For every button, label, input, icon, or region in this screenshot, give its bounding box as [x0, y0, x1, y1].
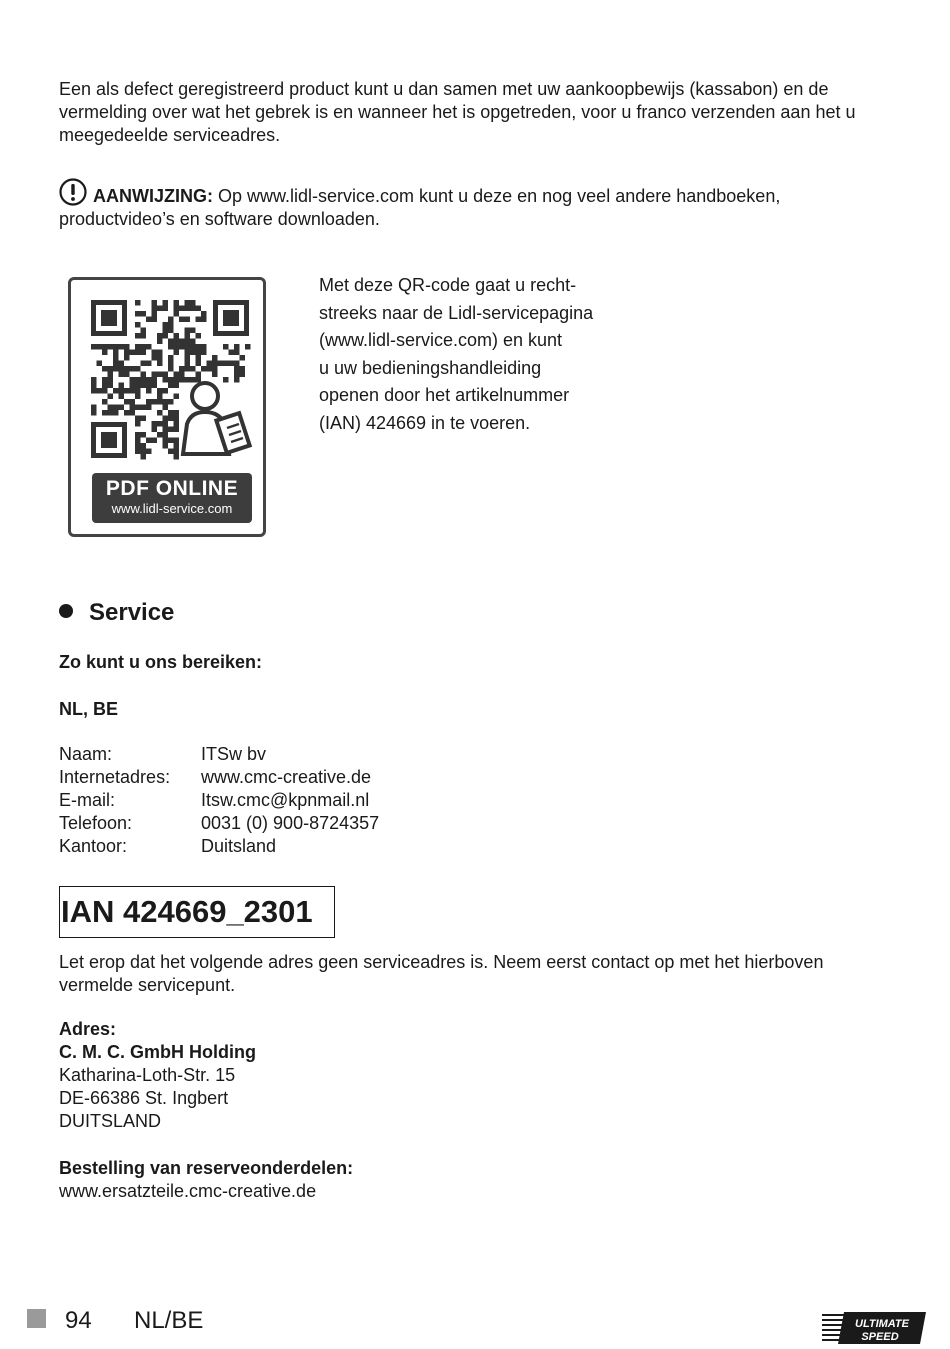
qr-module: [113, 350, 119, 356]
address-street: Katharina-Loth-Str. 15: [59, 1065, 236, 1085]
qr-module: [97, 344, 103, 350]
address-country: DUITSLAND: [59, 1111, 162, 1131]
qr-module: [102, 344, 108, 350]
qr-module: [190, 350, 196, 356]
qr-module: [146, 377, 152, 383]
qr-module: [135, 333, 141, 339]
qr-module: [141, 333, 147, 339]
qr-module: [234, 366, 240, 372]
qr-module: [102, 399, 108, 405]
spare-parts-url: www.ersatzteile.cmc-creative.de: [59, 1181, 317, 1201]
qr-module: [108, 383, 114, 389]
qr-module: [163, 405, 169, 411]
contact-value: Itsw.cmc@kpnmail.nl: [201, 790, 370, 810]
address-block: [59, 1018, 256, 1133]
qr-module: [234, 372, 240, 378]
qr-module: [157, 350, 163, 356]
qr-module: [130, 366, 136, 372]
qr-module: [168, 449, 174, 455]
note-block: [59, 178, 859, 231]
qr-module: [124, 366, 130, 372]
qr-module: [108, 410, 114, 416]
qr-module: [135, 438, 141, 444]
contact-row: [59, 812, 379, 835]
address-city: DE-66386 St. Ingbert: [59, 1088, 229, 1108]
qr-module: [157, 355, 163, 361]
qr-module: [91, 377, 97, 383]
qr-module: [168, 361, 174, 367]
qr-module: [146, 317, 152, 323]
service-heading-text: Service: [89, 599, 175, 626]
qr-module: [113, 388, 119, 394]
qr-module: [212, 355, 218, 361]
qr-module: [163, 333, 169, 339]
qr-module: [130, 383, 136, 389]
qr-module: [174, 416, 180, 422]
notice-paragraph: Let erop dat het volgende adres geen serviceadres is. Neem eerst contact op met het hierboven vermelde servicepunt.: [59, 952, 824, 995]
qr-module: [163, 300, 169, 306]
contact-label: Naam:: [59, 744, 113, 764]
exclamation-circle-icon: [59, 178, 87, 206]
contact-row: [59, 835, 379, 858]
qr-module: [102, 350, 108, 356]
qr-module: [91, 410, 97, 416]
page-language: NL/BE: [134, 1307, 204, 1334]
qr-module: [141, 350, 147, 356]
qr-module: [108, 372, 114, 378]
qr-module: [179, 317, 185, 323]
qr-module: [91, 405, 97, 411]
qr-module: [207, 361, 213, 367]
qr-module: [168, 355, 174, 361]
qr-module: [174, 410, 180, 416]
qr-description-line: openen door het artikelnummer: [319, 385, 570, 405]
qr-module: [174, 427, 180, 433]
qr-module: [168, 317, 174, 323]
qr-module: [141, 372, 147, 378]
qr-module: [174, 306, 180, 312]
qr-module: [157, 372, 163, 378]
qr-module: [163, 399, 169, 405]
qr-module: [146, 438, 152, 444]
qr-module: [174, 372, 180, 378]
qr-module: [135, 432, 141, 438]
qr-module: [157, 399, 163, 405]
qr-module: [168, 383, 174, 389]
contact-value: Duitsland: [201, 836, 277, 856]
qr-module: [212, 372, 218, 378]
qr-module: [141, 328, 147, 334]
qr-module: [174, 454, 180, 460]
qr-module: [174, 383, 180, 389]
qr-module: [190, 366, 196, 372]
qr-module: [190, 328, 196, 334]
qr-module: [152, 355, 158, 361]
qr-description-line: (IAN) 424669 in te voeren.: [319, 412, 531, 433]
qr-module: [152, 350, 158, 356]
qr-module: [174, 449, 180, 455]
qr-module: [201, 344, 207, 350]
note-label: AANWIJZING:: [93, 186, 213, 206]
qr-module: [157, 421, 163, 427]
qr-module: [135, 394, 141, 400]
qr-module: [124, 372, 130, 378]
qr-finder-top-left: [91, 300, 127, 336]
qr-module: [152, 438, 158, 444]
qr-module: [174, 333, 180, 339]
qr-module: [102, 383, 108, 389]
qr-module: [223, 361, 229, 367]
contact-value: www.cmc-creative.de: [201, 767, 372, 787]
qr-module: [135, 344, 141, 350]
qr-module: [234, 344, 240, 350]
qr-module: [234, 350, 240, 356]
qr-module: [185, 366, 191, 372]
qr-module: [234, 377, 240, 383]
qr-module: [130, 377, 136, 383]
qr-module: [245, 344, 251, 350]
qr-module: [168, 438, 174, 444]
qr-module: [146, 399, 152, 405]
reach-heading: Zo kunt u ons bereiken:: [59, 652, 263, 672]
qr-module: [102, 377, 108, 383]
qr-module: [185, 339, 191, 345]
contact-label: Internetadres:: [59, 767, 171, 787]
bullet-icon: [59, 604, 73, 618]
qr-module: [135, 416, 141, 422]
qr-module: [141, 432, 147, 438]
ian-number-box: IAN 424669_2301: [59, 886, 335, 938]
qr-module: [152, 377, 158, 383]
qr-module: [157, 394, 163, 400]
qr-module: [119, 344, 125, 350]
qr-module: [113, 361, 119, 367]
qr-module: [146, 405, 152, 411]
qr-module: [135, 383, 141, 389]
qr-module: [146, 388, 152, 394]
qr-module: [163, 306, 169, 312]
qr-module: [163, 388, 169, 394]
qr-module: [97, 388, 103, 394]
qr-module: [240, 355, 246, 361]
qr-module: [185, 377, 191, 383]
qr-module: [168, 322, 174, 328]
qr-module: [124, 399, 130, 405]
qr-module: [130, 405, 136, 411]
contact-row: [59, 766, 379, 789]
qr-module: [102, 366, 108, 372]
qr-module: [163, 416, 169, 422]
qr-module: [141, 416, 147, 422]
qr-module: [119, 372, 125, 378]
qr-module: [124, 355, 130, 361]
qr-module: [168, 399, 174, 405]
qr-module: [157, 388, 163, 394]
qr-module: [135, 350, 141, 356]
qr-module: [196, 306, 202, 312]
qr-module: [207, 366, 213, 372]
qr-module: [113, 410, 119, 416]
qr-module: [141, 311, 147, 317]
person-reading-illustration: [183, 383, 250, 454]
service-heading: [59, 598, 174, 628]
qr-module: [163, 328, 169, 334]
qr-module: [185, 344, 191, 350]
qr-module: [179, 339, 185, 345]
qr-module: [113, 355, 119, 361]
pdf-online-badge: [92, 473, 252, 523]
qr-module: [157, 333, 163, 339]
qr-module: [196, 355, 202, 361]
qr-module: [157, 339, 163, 345]
qr-module: [179, 366, 185, 372]
qr-module: [91, 344, 97, 350]
footer-square-marker: [27, 1309, 46, 1328]
qr-module: [135, 449, 141, 455]
qr-module: [163, 443, 169, 449]
svg-text:ULTIMATE: ULTIMATE: [855, 1318, 909, 1330]
qr-module: [201, 317, 207, 323]
qr-description-line: (www.lidl-service.com) en kunt: [319, 330, 563, 350]
spare-parts-block: [59, 1157, 353, 1203]
qr-module: [174, 377, 180, 383]
qr-module: [185, 328, 191, 334]
qr-module: [146, 449, 152, 455]
qr-module: [141, 377, 147, 383]
qr-code-card: [68, 277, 266, 537]
qr-module: [185, 355, 191, 361]
qr-module: [119, 366, 125, 372]
qr-module: [135, 322, 141, 328]
contact-label: Kantoor:: [59, 836, 128, 856]
qr-module: [130, 399, 136, 405]
qr-module: [185, 300, 191, 306]
qr-module: [174, 339, 180, 345]
qr-module: [179, 372, 185, 378]
qr-module: [223, 344, 229, 350]
intro-paragraph: Een als defect geregistreerd product kunt u dan samen met uw aankoopbewijs (kassabon) en de vermelding over wat het gebrek is en wanneer het is opgetreden, voor u franco verzenden aan het u meegedeelde serviceadres.: [59, 79, 856, 145]
qr-module: [146, 383, 152, 389]
qr-module: [108, 405, 114, 411]
qr-module: [190, 306, 196, 312]
qr-module: [102, 410, 108, 416]
qr-module: [141, 443, 147, 449]
contact-row: [59, 743, 379, 766]
qr-module: [234, 361, 240, 367]
address-company: C. M. C. GmbH Holding: [59, 1042, 256, 1062]
region-label: NL, BE: [59, 699, 119, 719]
qr-module: [152, 317, 158, 323]
qr-module: [97, 361, 103, 367]
qr-module: [135, 443, 141, 449]
qr-module: [185, 361, 191, 367]
qr-module: [152, 311, 158, 317]
qr-module: [190, 344, 196, 350]
qr-module: [174, 438, 180, 444]
qr-module: [152, 306, 158, 312]
qr-module: [119, 361, 125, 367]
qr-module: [168, 344, 174, 350]
qr-module: [174, 421, 180, 427]
qr-module: [163, 427, 169, 433]
contact-table: [59, 743, 379, 858]
qr-description-line: streeks naar de Lidl-servicepagina: [319, 302, 594, 323]
qr-module: [168, 377, 174, 383]
qr-module: [196, 372, 202, 378]
qr-module: [157, 306, 163, 312]
qr-module: [119, 394, 125, 400]
qr-module: [174, 300, 180, 306]
pdf-online-url: www.lidl-service.com: [111, 501, 233, 516]
ultimate-speed-logo: [822, 1311, 926, 1345]
qr-module: [124, 388, 130, 394]
qr-module: [135, 300, 141, 306]
qr-module: [113, 366, 119, 372]
qr-module: [185, 350, 191, 356]
qr-module: [196, 333, 202, 339]
qr-module: [124, 344, 130, 350]
qr-module: [108, 377, 114, 383]
qr-module: [124, 350, 130, 356]
qr-module: [163, 438, 169, 444]
qr-module: [135, 311, 141, 317]
qr-module: [190, 339, 196, 345]
contact-label: E-mail:: [59, 790, 116, 810]
qr-module: [152, 372, 158, 378]
qr-description-line: u uw bedieningshandleiding: [319, 357, 542, 378]
qr-module: [108, 366, 114, 372]
qr-module: [179, 377, 185, 383]
qr-module: [174, 350, 180, 356]
qr-module: [196, 377, 202, 383]
qr-module: [157, 432, 163, 438]
qr-module: [141, 454, 147, 460]
qr-module: [168, 427, 174, 433]
qr-module: [174, 443, 180, 449]
qr-module: [163, 432, 169, 438]
qr-module: [124, 410, 130, 416]
qr-module: [201, 311, 207, 317]
qr-module: [212, 366, 218, 372]
page-number: 94: [65, 1307, 92, 1334]
qr-module: [152, 300, 158, 306]
qr-module: [163, 421, 169, 427]
qr-module: [179, 344, 185, 350]
qr-module: [163, 377, 169, 383]
qr-module: [141, 383, 147, 389]
contact-label: Telefoon:: [59, 813, 133, 833]
spare-parts-label: Bestelling van reserveonderdelen:: [59, 1158, 354, 1178]
qr-module: [130, 410, 136, 416]
address-label: Adres:: [59, 1019, 117, 1039]
contact-row: [59, 789, 379, 812]
qr-module: [168, 416, 174, 422]
qr-module: [168, 410, 174, 416]
qr-module: [152, 399, 158, 405]
pdf-online-title: PDF ONLINE: [105, 477, 239, 500]
qr-module: [130, 388, 136, 394]
qr-module: [141, 449, 147, 455]
qr-module: [163, 322, 169, 328]
qr-module: [185, 317, 191, 323]
qr-module: [185, 306, 191, 312]
qr-module: [102, 388, 108, 394]
qr-finder-top-right: [213, 300, 249, 336]
qr-module: [119, 383, 125, 389]
qr-module: [196, 361, 202, 367]
qr-module: [108, 394, 114, 400]
qr-module: [135, 377, 141, 383]
qr-module: [174, 311, 180, 317]
qr-module: [229, 350, 235, 356]
qr-module: [201, 350, 207, 356]
contact-value: 0031 (0) 900-8724357: [201, 813, 380, 833]
qr-module: [240, 372, 246, 378]
qr-module: [119, 405, 125, 411]
qr-module: [157, 410, 163, 416]
qr-module: [196, 350, 202, 356]
qr-module: [141, 361, 147, 367]
qr-module: [190, 300, 196, 306]
qr-module: [218, 361, 224, 367]
qr-module: [157, 361, 163, 367]
qr-module: [212, 361, 218, 367]
qr-module: [190, 377, 196, 383]
qr-module: [152, 427, 158, 433]
qr-code-image: [71, 280, 263, 470]
qr-module: [146, 344, 152, 350]
qr-module: [196, 317, 202, 323]
qr-module: [119, 388, 125, 394]
qr-module: [135, 405, 141, 411]
qr-module: [91, 383, 97, 389]
qr-module: [201, 366, 207, 372]
svg-text:SPEED: SPEED: [861, 1331, 899, 1343]
qr-module: [240, 366, 246, 372]
qr-module: [135, 366, 141, 372]
qr-description: [319, 272, 609, 437]
qr-module: [223, 377, 229, 383]
qr-module: [113, 344, 119, 350]
qr-module: [135, 421, 141, 427]
qr-module: [130, 350, 136, 356]
qr-module: [146, 361, 152, 367]
qr-module: [196, 344, 202, 350]
qr-module: [185, 333, 191, 339]
qr-module: [152, 383, 158, 389]
qr-module: [174, 394, 180, 400]
qr-module: [163, 372, 169, 378]
contact-value: ITSw bv: [201, 744, 267, 764]
qr-module: [108, 344, 114, 350]
qr-module: [113, 405, 119, 411]
qr-module: [135, 388, 141, 394]
qr-module: [141, 344, 147, 350]
qr-module: [179, 306, 185, 312]
qr-module: [152, 421, 158, 427]
qr-description-line: Met deze QR-code gaat u recht-: [319, 275, 577, 295]
qr-module: [141, 405, 147, 411]
qr-module: [174, 344, 180, 350]
qr-finder-bottom-left: [91, 422, 127, 458]
qr-module: [168, 339, 174, 345]
qr-module: [168, 366, 174, 372]
note-text: Op www.lidl-service.com kunt u deze en nog veel andere handboeken, productvideo’s en software downloaden.: [59, 186, 781, 229]
qr-module: [229, 361, 235, 367]
qr-module: [168, 328, 174, 334]
qr-module: [91, 388, 97, 394]
